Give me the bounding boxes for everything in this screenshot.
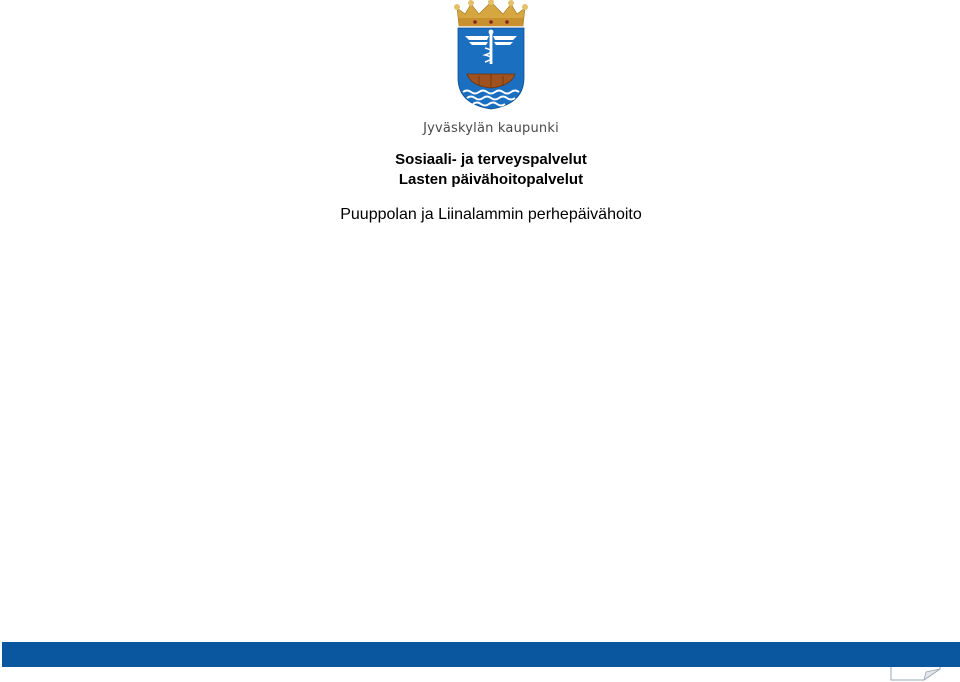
department-line-2: Lasten päivähoitopalvelut [398,171,584,188]
footer-band [2,642,960,667]
department-line-1: Sosiaali- ja terveyspalvelut [395,151,587,168]
page-curl-icon [890,667,942,682]
document-title: Puuppolan ja Liinalammin perhepäivähoito [340,206,642,223]
coat-of-arms-icon [453,0,529,110]
org-name: Jyväskylän kaupunki [423,121,559,136]
